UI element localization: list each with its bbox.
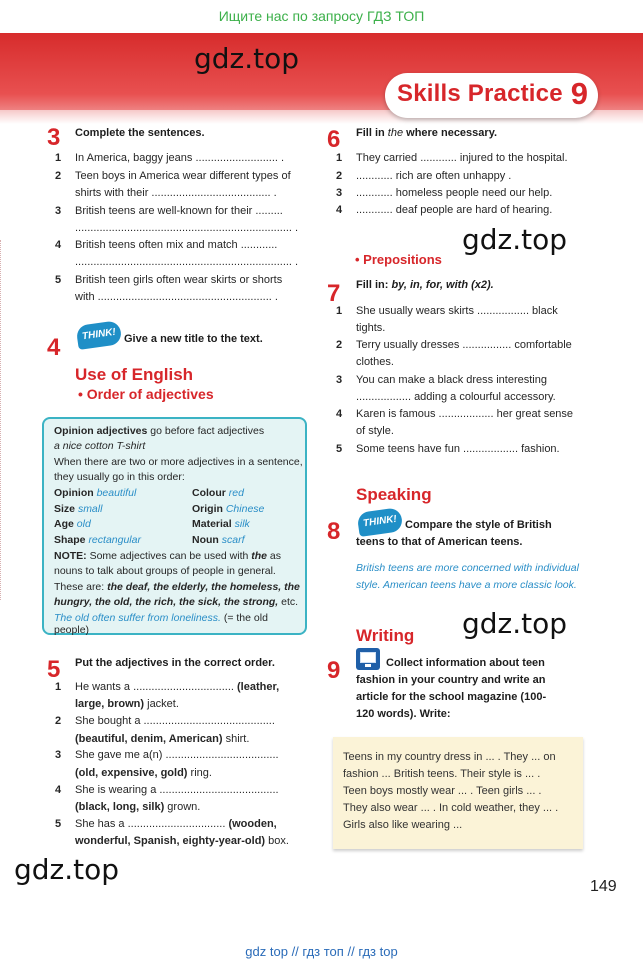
box-l2: When there are two or more adjectives in a sentence, — [54, 456, 303, 468]
footer-link[interactable]: гдз top — [358, 944, 398, 959]
list-item — [336, 372, 586, 408]
ex4-title: Give a new title to the text. — [124, 333, 263, 345]
item-text — [75, 816, 277, 833]
item-number: 2 — [55, 715, 62, 728]
watermark: gdz.top — [462, 223, 568, 256]
box-l3: they usually go in this order: — [54, 471, 185, 483]
footer-sep: // — [291, 944, 299, 959]
box-n2: nouns to talk about groups of people in general. — [54, 565, 276, 577]
item-text-plain: shirt. — [222, 732, 250, 745]
order-example: scarf — [221, 533, 245, 546]
item-number: 4 — [336, 204, 343, 216]
item-text — [75, 731, 249, 748]
ex9-line1: Collect information about teen — [386, 657, 545, 669]
ex5-title: Put the adjectives in the correct order. — [75, 657, 275, 669]
unit-number: 9 — [570, 76, 588, 111]
ex9-line4: 120 words). Write: — [356, 708, 451, 720]
ex9-line3: article for the school magazine (100- — [356, 691, 547, 703]
ex7-title-a: Fill in: — [356, 279, 392, 291]
item-text-bold: (old, expensive, gold) — [75, 766, 188, 779]
footer-links — [0, 944, 643, 959]
item-text — [75, 799, 200, 816]
item-text-plain: grown. — [164, 800, 201, 813]
order-example: silk — [234, 518, 250, 530]
order-row-right — [192, 503, 264, 515]
ex8-line1: Compare the style of British — [405, 519, 552, 531]
list-item — [55, 237, 305, 273]
ex6-title — [356, 127, 497, 139]
item-text-bold: (black, long, silk) — [75, 800, 165, 813]
order-key: Age — [54, 518, 77, 530]
list-item — [336, 406, 586, 442]
item-text: British teens often mix and match ............ — [75, 239, 278, 251]
box-n3b: the deaf, the elderly, the homeless, the — [107, 581, 300, 593]
item-text-plain: He wants a ................................. — [75, 681, 237, 693]
list-item — [55, 679, 305, 713]
note-line: fashion ... British teens. Their style is ... . — [343, 768, 541, 780]
item-text — [75, 782, 279, 799]
think-badge: THINK! — [76, 320, 123, 350]
item-text: They carried ............ injured to the hospital. — [356, 152, 568, 164]
item-text — [75, 747, 279, 764]
ex7-title-i: by, in, for, with (x2). — [391, 279, 494, 291]
item-number: 1 — [336, 152, 343, 164]
item-number: 1 — [55, 152, 62, 164]
margin-line — [0, 240, 2, 600]
item-text-bold: (wooden, — [228, 817, 277, 830]
think-badge: THINK! — [357, 507, 404, 537]
item-number: 3 — [55, 749, 62, 762]
item-number: 3 — [336, 187, 343, 199]
order-key: Size — [54, 502, 78, 515]
item-number: 3 — [55, 205, 62, 217]
item-text-plain: ring. — [187, 766, 212, 779]
order-row-left — [54, 518, 91, 530]
order-key: Noun — [192, 533, 222, 546]
item-number: 2 — [336, 170, 343, 182]
item-text-bold: (leather, — [237, 681, 280, 693]
prepositions-heading: • Prepositions — [355, 252, 442, 267]
item-text-plain: She gave me a(n) ..................................... — [75, 749, 279, 762]
writing-title: Writing — [356, 626, 415, 645]
box-n1e: as — [267, 550, 282, 562]
order-example: red — [228, 487, 244, 499]
ex3-number: 3 — [47, 124, 61, 151]
box-n4b: hungry, the old, the rich, the sick, the strong, — [54, 596, 279, 608]
footer-sep: // — [347, 944, 355, 959]
box-l1: go before fact adjectives — [147, 425, 265, 437]
item-text: Terry usually dresses ................ comfortable — [356, 339, 572, 351]
item-text: ............ deaf people are hard of hearing. — [356, 204, 553, 216]
unit-title-text: Skills Practice — [397, 80, 563, 107]
order-key: Colour — [192, 487, 229, 499]
item-text: You can make a black dress interesting — [356, 374, 547, 386]
item-text: British teen girls often wear skirts or shorts — [75, 274, 283, 286]
order-key: Opinion — [54, 487, 97, 499]
item-text: British teens are well-known for their ......... — [75, 205, 283, 217]
ex4-number: 4 — [47, 334, 61, 361]
item-text: Karen is famous .................. her great sense — [356, 408, 574, 420]
ex8-line2: teens to that of American teens. — [356, 536, 523, 548]
item-number: 4 — [336, 408, 343, 420]
watermark: gdz.top — [462, 607, 568, 640]
item-number: 5 — [336, 443, 343, 455]
unit-title — [385, 73, 598, 118]
ex9-number: 9 — [327, 657, 341, 684]
ex8-answer2: style. American teens have a more classic look. — [356, 579, 577, 591]
prepositions-label: Prepositions — [363, 252, 442, 267]
item-text: In America, baggy jeans ........................... . — [75, 152, 285, 164]
item-text — [75, 765, 212, 782]
item-text: Some teens have fun .................. fashion. — [356, 443, 560, 455]
item-number: 3 — [336, 374, 343, 386]
ex7-title — [356, 279, 494, 291]
item-text-bold: (beautiful, denim, American) — [75, 732, 223, 745]
watermark: gdz.top — [194, 42, 300, 75]
order-row-right — [192, 518, 250, 530]
ex9-line2: fashion in your country and write an — [356, 674, 546, 686]
ex6-title-i: the — [387, 127, 404, 139]
order-row-right — [192, 487, 244, 499]
ex5-number: 5 — [47, 656, 61, 683]
item-text-bold: large, brown) — [75, 698, 145, 711]
item-text: She usually wears skirts ................. black — [356, 305, 558, 317]
order-key: Origin — [192, 502, 226, 515]
item-text: Teen boys in America wear different types of — [75, 170, 291, 182]
note-line: Teens in my country dress in ... . They ... on — [343, 751, 556, 763]
item-text: .................. adding a colourful accessory. — [356, 391, 556, 404]
item-text — [75, 713, 275, 730]
list-item — [55, 747, 305, 781]
item-text: tights. — [356, 322, 386, 335]
writing-prompt-note — [333, 737, 583, 849]
ex6-number: 6 — [327, 126, 341, 153]
item-text — [75, 833, 289, 850]
item-text-plain: jacket. — [144, 698, 179, 711]
page-number: 149 — [590, 878, 617, 895]
list-item — [55, 782, 305, 816]
box-n3: These are: — [54, 581, 108, 593]
order-row-left — [54, 503, 102, 515]
item-text-bold: wonderful, Spanish, eighty-year-old) — [75, 835, 266, 848]
item-number: 4 — [55, 783, 62, 796]
order-of-adjectives: • Order of adjectives — [78, 386, 214, 402]
note-line: Girls also like wearing ... — [343, 819, 463, 831]
item-text — [75, 696, 179, 713]
speaking-title: Speaking — [356, 485, 432, 504]
ex8-answer1: British teens are more concerned with individual — [356, 562, 579, 574]
order-of-adjectives-label: Order of adjectives — [86, 386, 214, 402]
computer-icon — [356, 648, 380, 670]
ex8-number: 8 — [327, 518, 341, 545]
item-text-plain: She bought a ........................................... — [75, 715, 275, 728]
grammar-box — [42, 417, 307, 635]
footer-link[interactable]: гдз топ — [302, 944, 344, 959]
ex3-title: Complete the sentences. — [75, 127, 205, 139]
item-number: 5 — [55, 817, 62, 830]
item-text-plain: box. — [265, 835, 289, 848]
order-row-left — [54, 534, 141, 546]
item-number: 2 — [336, 339, 343, 351]
order-key: Shape — [54, 533, 89, 546]
box-ex1: a nice cotton T-shirt — [54, 440, 146, 452]
list-item — [336, 441, 586, 477]
list-item — [336, 303, 586, 339]
item-number: 1 — [55, 681, 62, 693]
order-row-left — [54, 487, 136, 499]
box-the: the — [251, 550, 268, 562]
item-text: of style. — [356, 425, 394, 438]
use-of-english-title: Use of English — [75, 365, 194, 384]
list-item — [55, 168, 305, 204]
ex7-number: 7 — [327, 280, 341, 307]
list-item — [55, 203, 305, 239]
item-text — [75, 679, 279, 696]
list-item — [336, 337, 586, 373]
item-text: ............ rich are often unhappy . — [356, 170, 512, 182]
item-number: 1 — [336, 305, 343, 317]
item-text: ....................................................................... . — [75, 222, 299, 235]
watermark: gdz.top — [14, 853, 120, 886]
item-text: ....................................................................... . — [75, 256, 299, 269]
box-note-label: NOTE: — [54, 550, 87, 562]
item-text: shirts with their ....................................... . — [75, 187, 277, 200]
ex6-title-b: where necessary. — [403, 127, 498, 139]
list-item — [55, 816, 305, 850]
item-number: 5 — [55, 274, 62, 286]
note-line: They also wear ... . In cold weather, they ... . — [343, 802, 559, 814]
order-example: beautiful — [96, 487, 137, 499]
top-banner[interactable]: Ищите нас по запросу ГДЗ ТОП — [218, 8, 425, 24]
item-number: 2 — [55, 170, 62, 182]
order-example: Chinese — [225, 502, 265, 515]
note-line: Teen boys mostly wear ... . Teen girls ... . — [343, 785, 542, 797]
item-text: ............ homeless people need our help. — [356, 187, 553, 199]
list-item — [55, 272, 305, 308]
box-n5: (= the old people) — [54, 612, 268, 636]
box-n4: etc. — [278, 596, 299, 608]
item-text: with ......................................................... . — [75, 291, 278, 304]
item-text-plain: She is wearing a ....................................... — [75, 783, 279, 796]
list-item — [55, 713, 305, 747]
order-key: Material — [192, 518, 235, 530]
order-row-right — [192, 534, 245, 546]
order-example: old — [76, 518, 91, 530]
box-n5i: The old often suffer from loneliness. — [54, 612, 221, 624]
item-number: 4 — [55, 239, 62, 251]
item-text-plain: She has a ................................ — [75, 817, 229, 830]
ex6-title-a: Fill in — [356, 127, 388, 139]
box-n1: Some adjectives can be used with — [86, 550, 252, 562]
order-example: rectangular — [88, 533, 141, 546]
box-l1b: Opinion adjectives — [54, 425, 148, 437]
item-text: clothes. — [356, 356, 394, 369]
order-example: small — [77, 502, 103, 515]
footer-link[interactable]: gdz top — [245, 944, 288, 959]
